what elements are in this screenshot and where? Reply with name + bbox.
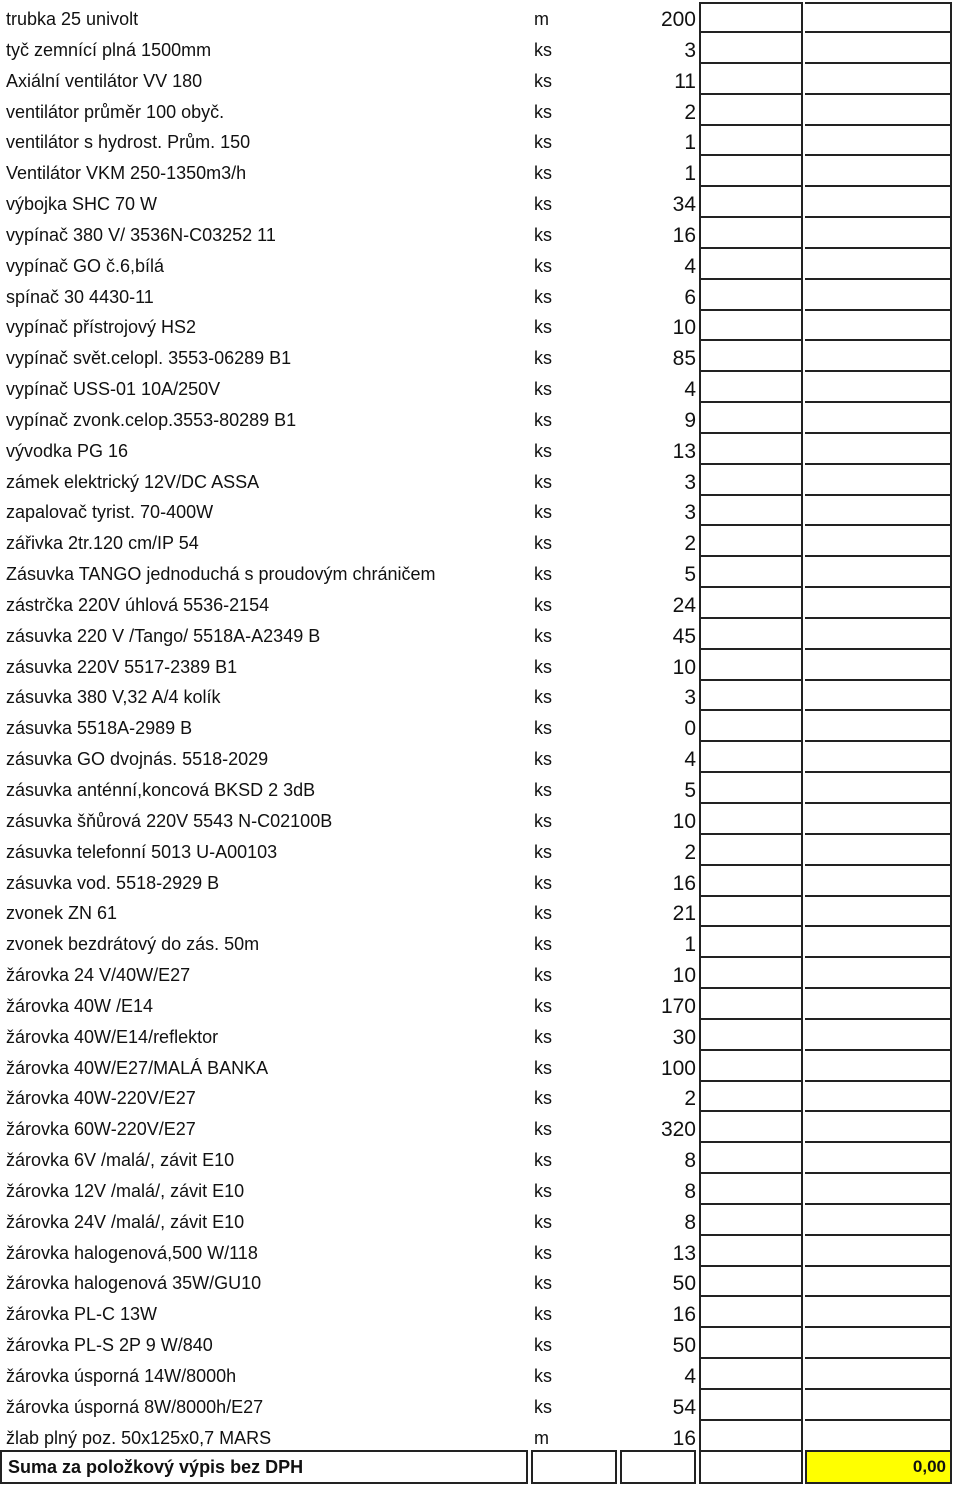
line-total-input-cell[interactable]: [805, 557, 952, 588]
unit-price-input-cell[interactable]: [699, 804, 803, 835]
quantity-cell: 21: [672, 902, 696, 926]
unit-cell: ks: [534, 1335, 552, 1356]
unit-price-input-cell[interactable]: [699, 1143, 803, 1174]
table-row: [0, 95, 960, 126]
unit-cell: ks: [534, 1057, 552, 1078]
item-name-cell: zásuvka 380 V,32 A/4 kolík: [6, 687, 221, 708]
quantity-cell: 5: [684, 563, 696, 587]
item-name-cell: žárovka 24V /malá/, závit E10: [6, 1211, 245, 1232]
unit-cell: ks: [534, 749, 552, 770]
quantity-cell: 100: [660, 1056, 696, 1080]
item-name-cell: vypínač zvonk.celop.3553-80289 B1: [6, 409, 297, 430]
line-total-input-cell[interactable]: [805, 958, 952, 989]
line-total-input-cell[interactable]: [805, 1143, 952, 1174]
unit-price-input-cell[interactable]: [699, 835, 803, 866]
unit-price-input-cell[interactable]: [699, 773, 803, 804]
quantity-cell: 30: [672, 1025, 696, 1049]
table-row: [0, 1236, 960, 1267]
quantity-cell: 0: [684, 717, 696, 741]
item-name-cell: tyč zemnící plná 1500mm: [6, 39, 212, 60]
unit-price-input-cell[interactable]: [699, 33, 803, 64]
line-total-input-cell[interactable]: [805, 1359, 952, 1390]
unit-cell: ks: [534, 286, 552, 307]
line-total-input-cell[interactable]: [805, 742, 952, 773]
item-name-cell: žárovka 60W-220V/E27: [6, 1119, 196, 1140]
item-name-cell: žárovka úsporná 8W/8000h/E27: [6, 1396, 264, 1417]
item-name-cell: žlab plný poz. 50x125x0,7 MARS: [6, 1427, 272, 1448]
quantity-cell: 1: [684, 131, 696, 155]
line-total-input-cell[interactable]: [805, 927, 952, 958]
quantity-cell: 45: [672, 624, 696, 648]
unit-price-input-cell[interactable]: [699, 465, 803, 496]
table-row: [0, 526, 960, 557]
unit-price-input-cell[interactable]: [699, 1421, 803, 1452]
unit-price-input-cell[interactable]: [699, 1359, 803, 1390]
item-name-cell: ventilátor průměr 100 obyč.: [6, 101, 225, 122]
line-total-input-cell[interactable]: [805, 434, 952, 465]
line-total-input-cell[interactable]: [805, 372, 952, 403]
table-row: [0, 280, 960, 311]
quantity-cell: 50: [672, 1272, 696, 1296]
unit-cell: ks: [534, 194, 552, 215]
quantity-cell: 3: [684, 501, 696, 525]
line-total-input-cell[interactable]: [805, 403, 952, 434]
quantity-cell: 4: [684, 254, 696, 278]
line-total-input-cell[interactable]: [805, 1390, 952, 1421]
quantity-cell: 6: [684, 285, 696, 309]
line-total-input-cell[interactable]: [805, 125, 952, 156]
table-row: [0, 372, 960, 403]
item-name-cell: zásuvka telefonní 5013 U-A00103: [6, 841, 278, 862]
unit-cell: ks: [534, 1273, 552, 1294]
table-row: [0, 773, 960, 804]
unit-price-input-cell[interactable]: [699, 310, 803, 341]
quantity-cell: 3: [684, 470, 696, 494]
quantity-cell: 13: [672, 439, 696, 463]
unit-price-input-cell[interactable]: [699, 95, 803, 126]
quantity-cell: 16: [672, 1303, 696, 1327]
item-name-cell: Zásuvka TANGO jednoduchá s proudovým chráničem: [6, 564, 436, 585]
unit-cell: ks: [534, 872, 552, 893]
item-name-cell: zásuvka šňůrová 220V 5543 N-C02100B: [6, 810, 333, 831]
unit-price-input-cell[interactable]: [699, 958, 803, 989]
item-name-cell: vypínač 380 V/ 3536N-C03252 11: [6, 224, 276, 245]
unit-cell: ks: [534, 810, 552, 831]
unit-price-input-cell[interactable]: [699, 187, 803, 218]
unit-price-input-cell[interactable]: [699, 2, 803, 33]
line-total-input-cell[interactable]: [805, 2, 952, 33]
unit-cell: ks: [534, 1180, 552, 1201]
quantity-cell: 5: [684, 779, 696, 802]
quantity-cell: 1: [684, 933, 696, 957]
table-row: [0, 33, 960, 64]
unit-price-input-cell[interactable]: [699, 249, 803, 280]
table-row: [0, 64, 960, 95]
unit-price-input-cell[interactable]: [699, 650, 803, 681]
unit-cell: ks: [534, 379, 552, 400]
quantity-cell: 85: [672, 347, 696, 371]
unit-price-input-cell[interactable]: [699, 557, 803, 588]
table-row: [0, 650, 960, 681]
line-total-input-cell[interactable]: [805, 495, 952, 526]
item-name-cell: trubka 25 univolt: [6, 9, 139, 29]
item-name-cell: žárovka PL-S 2P 9 W/840: [6, 1335, 213, 1356]
item-name-cell: žárovka 40W /E14: [6, 995, 154, 1016]
unit-price-input-cell[interactable]: [699, 619, 803, 650]
line-total-input-cell[interactable]: [805, 1328, 952, 1359]
item-name-cell: žárovka 40W-220V/E27: [6, 1088, 196, 1109]
table-row: [0, 1328, 960, 1359]
unit-cell: ks: [534, 965, 552, 986]
table-row: [0, 1174, 960, 1205]
table-row: [0, 1143, 960, 1174]
item-name-cell: zásuvka anténní,koncová BKSD 2 3dB: [6, 780, 316, 800]
table-row: [0, 1421, 960, 1452]
unit-cell: ks: [534, 995, 552, 1016]
unit-price-input-cell[interactable]: [699, 434, 803, 465]
line-total-input-cell[interactable]: [805, 1236, 952, 1267]
table-row: [0, 896, 960, 927]
unit-price-input-cell[interactable]: [699, 896, 803, 927]
summary-label: Suma za položkový výpis bez DPH: [0, 1450, 528, 1484]
unit-price-input-cell[interactable]: [699, 1328, 803, 1359]
unit-price-input-cell[interactable]: [699, 989, 803, 1020]
quantity-cell: 16: [672, 1426, 696, 1450]
unit-cell: ks: [534, 471, 552, 492]
table-row: [0, 835, 960, 866]
quantity-cell: 34: [672, 193, 696, 217]
quantity-cell: 4: [684, 748, 696, 772]
quantity-cell: 11: [674, 69, 696, 93]
table-row: [0, 1297, 960, 1328]
unit-cell: ks: [534, 1119, 552, 1140]
unit-cell: ks: [534, 255, 552, 276]
table-row: [0, 2, 960, 33]
line-total-input-cell[interactable]: [805, 310, 952, 341]
unit-cell: ks: [534, 1396, 552, 1417]
quantity-cell: 2: [684, 532, 696, 556]
unit-price-input-cell[interactable]: [699, 156, 803, 187]
item-name-cell: vypínač USS-01 10A/250V: [6, 379, 221, 400]
line-total-input-cell[interactable]: [805, 650, 952, 681]
line-total-input-cell[interactable]: [805, 156, 952, 187]
unit-price-input-cell[interactable]: [699, 1297, 803, 1328]
line-total-input-cell[interactable]: [805, 835, 952, 866]
item-name-cell: žárovka úsporná 14W/8000h: [6, 1365, 237, 1386]
quantity-cell: 16: [672, 223, 696, 247]
unit-cell: ks: [534, 224, 552, 245]
unit-cell: ks: [534, 564, 552, 585]
quantity-cell: 200: [660, 8, 696, 31]
item-name-cell: zámek elektrický 12V/DC ASSA: [6, 471, 260, 492]
table-row: [0, 1359, 960, 1390]
quantity-cell: 8: [684, 1179, 696, 1203]
line-total-input-cell[interactable]: [805, 526, 952, 557]
table-row: [0, 989, 960, 1020]
item-name-cell: zásuvka 220 V /Tango/ 5518A-A2349 B: [6, 625, 321, 646]
unit-price-input-cell[interactable]: [699, 372, 803, 403]
line-total-input-cell[interactable]: [805, 218, 952, 249]
table-row: [0, 742, 960, 773]
line-total-input-cell[interactable]: [805, 33, 952, 64]
line-total-input-cell[interactable]: [805, 804, 952, 835]
unit-cell: ks: [534, 502, 552, 523]
summary-price-cell[interactable]: [699, 1450, 803, 1484]
line-total-input-cell[interactable]: [805, 64, 952, 95]
unit-cell: ks: [534, 780, 552, 800]
quantity-cell: 170: [660, 994, 696, 1018]
quantity-cell: 8: [684, 1149, 696, 1173]
line-total-input-cell[interactable]: [805, 773, 952, 804]
unit-price-input-cell[interactable]: [699, 1236, 803, 1267]
line-total-input-cell[interactable]: [805, 1020, 952, 1051]
line-total-input-cell[interactable]: [805, 1081, 952, 1112]
item-name-cell: žárovka 40W/E27/MALÁ BANKA: [6, 1057, 269, 1078]
table-row: [0, 619, 960, 650]
table-row: [0, 1390, 960, 1421]
unit-price-input-cell[interactable]: [699, 280, 803, 311]
item-name-cell: vývodka PG 16: [6, 440, 129, 461]
item-name-cell: spínač 30 4430-11: [6, 286, 154, 307]
line-total-input-cell[interactable]: [805, 619, 952, 650]
line-total-input-cell[interactable]: [805, 1112, 952, 1143]
summary-unit-cell[interactable]: [531, 1450, 617, 1484]
table-row: [0, 125, 960, 156]
unit-price-input-cell[interactable]: [699, 403, 803, 434]
unit-cell: ks: [534, 1365, 552, 1386]
quantity-cell: 10: [672, 316, 696, 340]
item-name-cell: Ventilátor VKM 250-1350m3/h: [6, 163, 247, 184]
line-total-input-cell[interactable]: [805, 588, 952, 619]
unit-price-input-cell[interactable]: [699, 742, 803, 773]
unit-price-input-cell[interactable]: [699, 1266, 803, 1297]
unit-cell: ks: [534, 903, 552, 924]
quantity-cell: 50: [672, 1334, 696, 1358]
unit-price-input-cell[interactable]: [699, 341, 803, 372]
quantity-cell: 24: [672, 593, 696, 617]
unit-price-input-cell[interactable]: [699, 1051, 803, 1082]
line-total-input-cell[interactable]: [805, 866, 952, 897]
unit-price-input-cell[interactable]: [699, 866, 803, 897]
unit-cell: ks: [534, 1088, 552, 1109]
table-row: [0, 465, 960, 496]
table-row: [0, 495, 960, 526]
line-total-input-cell[interactable]: [805, 249, 952, 280]
unit-price-input-cell[interactable]: [699, 1112, 803, 1143]
table-row: [0, 1205, 960, 1236]
summary-row: [0, 1450, 960, 1484]
line-total-input-cell[interactable]: [805, 680, 952, 711]
unit-cell: ks: [534, 841, 552, 862]
unit-cell: ks: [534, 163, 552, 184]
unit-price-input-cell[interactable]: [699, 1174, 803, 1205]
unit-price-input-cell[interactable]: [699, 1390, 803, 1421]
unit-cell: ks: [534, 656, 552, 677]
line-total-input-cell[interactable]: [805, 465, 952, 496]
line-total-input-cell[interactable]: [805, 896, 952, 927]
line-total-input-cell[interactable]: [805, 1297, 952, 1328]
item-name-cell: zástrčka 220V úhlová 5536-2154: [6, 594, 270, 615]
unit-price-input-cell[interactable]: [699, 588, 803, 619]
unit-cell: ks: [534, 1242, 552, 1263]
table-row: [0, 187, 960, 218]
item-name-cell: žárovka halogenová 35W/GU10: [6, 1273, 262, 1294]
item-name-cell: vypínač přístrojový HS2: [6, 317, 197, 338]
unit-price-input-cell[interactable]: [699, 218, 803, 249]
unit-cell: ks: [534, 625, 552, 646]
item-name-cell: výbojka SHC 70 W: [6, 194, 158, 215]
unit-cell: ks: [534, 440, 552, 461]
item-name-cell: vypínač GO č.6,bílá: [6, 255, 165, 276]
item-name-cell: žárovka halogenová,500 W/118: [6, 1242, 258, 1263]
quantity-cell: 10: [672, 964, 696, 988]
unit-price-input-cell[interactable]: [699, 711, 803, 742]
quantity-cell: 3: [684, 38, 696, 62]
unit-cell: m: [534, 1427, 549, 1448]
unit-price-input-cell[interactable]: [699, 1020, 803, 1051]
line-total-input-cell[interactable]: [805, 187, 952, 218]
item-name-cell: zásuvka vod. 5518-2929 B: [6, 872, 220, 893]
line-total-input-cell[interactable]: [805, 1266, 952, 1297]
unit-cell: ks: [534, 594, 552, 615]
unit-cell: ks: [534, 718, 552, 739]
quantity-cell: 2: [684, 100, 696, 124]
table-row: [0, 434, 960, 465]
quantity-cell: 13: [672, 1241, 696, 1265]
table-row: [0, 557, 960, 588]
quantity-cell: 1: [684, 162, 696, 186]
quantity-cell: 10: [672, 655, 696, 679]
item-name-cell: zvonek ZN 61: [6, 903, 118, 924]
quantity-cell: 320: [660, 1118, 696, 1142]
unit-cell: ks: [534, 348, 552, 369]
table-row: [0, 403, 960, 434]
item-name-cell: žárovka PL-C 13W: [6, 1304, 158, 1325]
unit-cell: ks: [534, 934, 552, 955]
item-name-cell: zapalovač tyrist. 70-400W: [6, 502, 214, 523]
table-row: [0, 680, 960, 711]
table-row: [0, 1112, 960, 1143]
quantity-cell: 4: [684, 1364, 696, 1388]
table-row: [0, 218, 960, 249]
unit-cell: ks: [534, 101, 552, 122]
table-row: [0, 1266, 960, 1297]
quantity-cell: 10: [672, 809, 696, 833]
quantity-cell: 3: [684, 686, 696, 710]
line-total-input-cell[interactable]: [805, 95, 952, 126]
unit-price-input-cell[interactable]: [699, 526, 803, 557]
item-name-cell: zásuvka 220V 5517-2389 B1: [6, 656, 238, 677]
item-name-cell: žárovka 24 V/40W/E27: [6, 965, 191, 986]
quantity-cell: 54: [672, 1395, 696, 1419]
unit-cell: ks: [534, 1150, 552, 1171]
unit-cell: ks: [534, 533, 552, 554]
table-row: [0, 1081, 960, 1112]
line-total-input-cell[interactable]: [805, 989, 952, 1020]
table-row: [0, 156, 960, 187]
unit-cell: ks: [534, 1026, 552, 1047]
unit-cell: ks: [534, 409, 552, 430]
unit-cell: ks: [534, 687, 552, 708]
unit-cell: ks: [534, 39, 552, 60]
line-total-input-cell[interactable]: [805, 1051, 952, 1082]
line-total-input-cell[interactable]: [805, 1205, 952, 1236]
unit-price-input-cell[interactable]: [699, 125, 803, 156]
line-total-input-cell[interactable]: [805, 341, 952, 372]
item-name-cell: zásuvka GO dvojnás. 5518-2029: [6, 749, 269, 770]
table-row: [0, 341, 960, 372]
unit-cell: ks: [534, 317, 552, 338]
table-row: [0, 958, 960, 989]
line-total-input-cell[interactable]: [805, 711, 952, 742]
unit-price-input-cell[interactable]: [699, 1205, 803, 1236]
item-name-cell: vypínač svět.celopl. 3553-06289 B1: [6, 348, 292, 369]
table-row: [0, 804, 960, 835]
line-total-input-cell[interactable]: [805, 1421, 952, 1452]
unit-price-input-cell[interactable]: [699, 680, 803, 711]
item-name-cell: žárovka 40W/E14/reflektor: [6, 1026, 219, 1047]
item-name-cell: žárovka 6V /malá/, závit E10: [6, 1150, 235, 1171]
summary-quantity-cell[interactable]: [620, 1450, 696, 1484]
table-row: [0, 249, 960, 280]
line-total-input-cell[interactable]: [805, 280, 952, 311]
quantity-cell: 9: [684, 408, 696, 432]
quantity-cell: 16: [672, 871, 696, 895]
table-row: [0, 1051, 960, 1082]
table-row: [0, 711, 960, 742]
table-row: [0, 1020, 960, 1051]
item-name-cell: ventilátor s hydrost. Prům. 150: [6, 132, 251, 153]
summary-total[interactable]: 0,00: [805, 1450, 952, 1484]
table-row: [0, 927, 960, 958]
unit-cell: ks: [534, 132, 552, 153]
quantity-cell: 8: [684, 1210, 696, 1234]
item-name-cell: zvonek bezdrátový do zás. 50m: [6, 934, 260, 955]
quantity-cell: 2: [684, 1087, 696, 1111]
unit-price-input-cell[interactable]: [699, 495, 803, 526]
unit-price-input-cell[interactable]: [699, 927, 803, 958]
quantity-cell: 4: [684, 378, 696, 402]
unit-cell: ks: [534, 70, 552, 91]
line-total-input-cell[interactable]: [805, 1174, 952, 1205]
unit-price-input-cell[interactable]: [699, 64, 803, 95]
unit-cell: m: [534, 9, 549, 29]
item-name-cell: zásuvka 5518A-2989 B: [6, 718, 193, 739]
item-name-cell: zářivka 2tr.120 cm/IP 54: [6, 533, 199, 554]
item-name-cell: Axiální ventilátor VV 180: [6, 70, 203, 91]
item-name-cell: žárovka 12V /malá/, závit E10: [6, 1180, 245, 1201]
table-row: [0, 310, 960, 341]
unit-cell: ks: [534, 1304, 552, 1325]
quantity-cell: 2: [684, 840, 696, 864]
table-row: [0, 588, 960, 619]
unit-price-input-cell[interactable]: [699, 1081, 803, 1112]
table-row: [0, 866, 960, 897]
unit-cell: ks: [534, 1211, 552, 1232]
